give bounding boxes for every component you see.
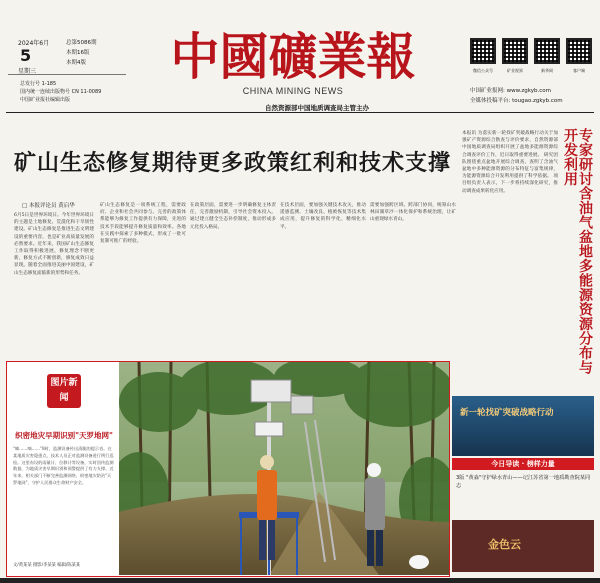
right-vertical-headline[interactable]: 专家研讨含油气盆地多能源资源分布与开发利用 [562, 128, 593, 375]
masthead [0, 0, 600, 112]
qr-code-icon[interactable] [502, 38, 528, 64]
bottom-advertisement[interactable] [452, 520, 594, 572]
reg-line-2: 国内统一连续出版物号 CN 11-0089 [20, 89, 102, 95]
paper-title: 中國礦業報 [170, 27, 416, 86]
photo-news-seal: 图片新闻 [47, 374, 81, 408]
paper-english-name: CHINA MINING NEWS [242, 86, 344, 96]
ad-brand-logo: 金色云 [488, 538, 521, 551]
website-link[interactable]: 中国矿业报网: www.zgkyb.com [470, 88, 551, 94]
feature-photo[interactable] [119, 362, 449, 575]
date-divider [8, 74, 126, 75]
lead-headline[interactable]: 矿山生态修复期待更多政策红利和技术支撑 [14, 151, 452, 176]
right-article-column [462, 130, 558, 356]
byline: □ 本报评论员 黄启华 [22, 203, 75, 209]
qr-label: 客户端 [573, 68, 585, 73]
right-article-paragraph: 项目组负责人表示，下一步将持续深化研究，推动调查成果转化应用。 [462, 174, 558, 194]
article-column: 需要加强跨区域、跨部门协同，统筹山水林田湖草沙一体化保护和系统治理，让矿山重现绿水青山。 [370, 203, 456, 223]
campaign-banner[interactable] [452, 396, 594, 456]
guide-item[interactable]: 3版 "黄淼"守护绿水青山——记江苏省第一地质勘查院某同志 [456, 475, 591, 489]
photo-news-feature[interactable] [6, 361, 450, 577]
paper-nameplate [168, 27, 418, 112]
masthead-rule [6, 112, 594, 113]
issue-number: 总第5086期 [66, 40, 97, 46]
qr-label: 矿业视界 [507, 68, 523, 73]
date-day: 5 [20, 46, 32, 65]
feature-title[interactable]: 织密地灾早期识别"天罗地网" [15, 431, 113, 440]
date-year-month: 2024年6月 [18, 40, 50, 47]
qr-label: 微信公众号 [473, 68, 493, 73]
qr-code-icon[interactable] [534, 38, 560, 64]
sponsor-line: 自然资源部中国地质调查局主管主办 [265, 104, 369, 112]
qr-label: 新华网 [541, 68, 553, 73]
article-column: 在政策层面，需要进一步明确修复主体责任，完善激励机制，引导社会资本投入。通过建立健全生态补偿制度，推动形成多元化投入格局。 [190, 203, 276, 230]
forest-monitoring-photo [119, 362, 449, 575]
right-article-paragraph: 研究团队围绕重点盆地开展综合调查，查明了含油气盆地中多种能源资源的分布特征与富集规律，为能源资源综合开发利用提供了科学依据。 [462, 152, 558, 180]
qr-code-row [470, 38, 594, 78]
submission-link[interactable]: 全媒体投稿平台: tougao.zgkyb.com [470, 98, 563, 104]
page-count: 本期16版 [66, 50, 90, 56]
article-column: 矿山生态修复是一项系统工程，需要政府、企业和社会共同参与。完善的政策体系能够为修复工作提供有力保障，先进的技术手段能够提升修复质量和效率。各地在实践中探索了多种模式，形成了一批可复制可推广的经验。 [100, 203, 186, 245]
feature-text-panel [7, 362, 119, 575]
qr-code-icon[interactable] [470, 38, 496, 64]
feature-credit: 文/黄某某 摄影/李某某 编辑/陈某某 [13, 563, 81, 568]
right-article-paragraph: 本报讯 为落实新一轮找矿突破战略行动关于加强矿产资源综合勘查与评价要求，自然资源部中国地质调查局组织开展了盆地多能源资源综合调查评价工作，近日取得重要进展。 [462, 131, 558, 158]
qr-code-icon[interactable] [566, 38, 592, 64]
article-column: 在技术层面，要加强关键技术攻关，推动遥感监测、土壤改良、植被恢复等技术集成应用，提升修复的科学化、精细化水平。 [280, 203, 366, 230]
feature-body: "嘀……嘀……"8时，监测设备传出清脆的提示音。在某地质灾害隐患点，技术人员正对监测设备进行例行巡检。这里布设的雨量计、位移计等设备，实时回传监测数据，为地质灾害早期识别和预警提供了有力支撑。近年来，相关部门不断完善监测网络，织密地灾防治"天罗地网"，守护人民群众生命财产安全。 [13, 446, 114, 485]
article-column: 6月5日是世界环境日。今年世界环境日的主题是土地修复、荒漠化和干旱韧性建设。矿山生态修复是推进生态文明建设的重要内容，也是矿业高质量发展的必然要求。近年来，我国矿山生态修复工作取得积极进展，修复理念不断更新，修复方式不断创新，修复成效日益显现。随着全面推进美丽中国建设，矿山生态修复面临新的形势和任务。 [14, 213, 94, 276]
campaign-banner-text: 新一轮找矿突破战略行动 [460, 408, 554, 418]
bottom-edge [0, 578, 600, 583]
today-guide-header: 今日导读 · 榜样力量 [452, 458, 594, 470]
reg-line-3: 中国矿业报社编辑出版 [20, 97, 71, 103]
date-block [8, 38, 128, 102]
date-weekday: 星期三 [18, 68, 37, 75]
reg-line-1: 总发行号 1-185 [20, 81, 57, 87]
page-count-2: 本期4版 [66, 60, 86, 66]
